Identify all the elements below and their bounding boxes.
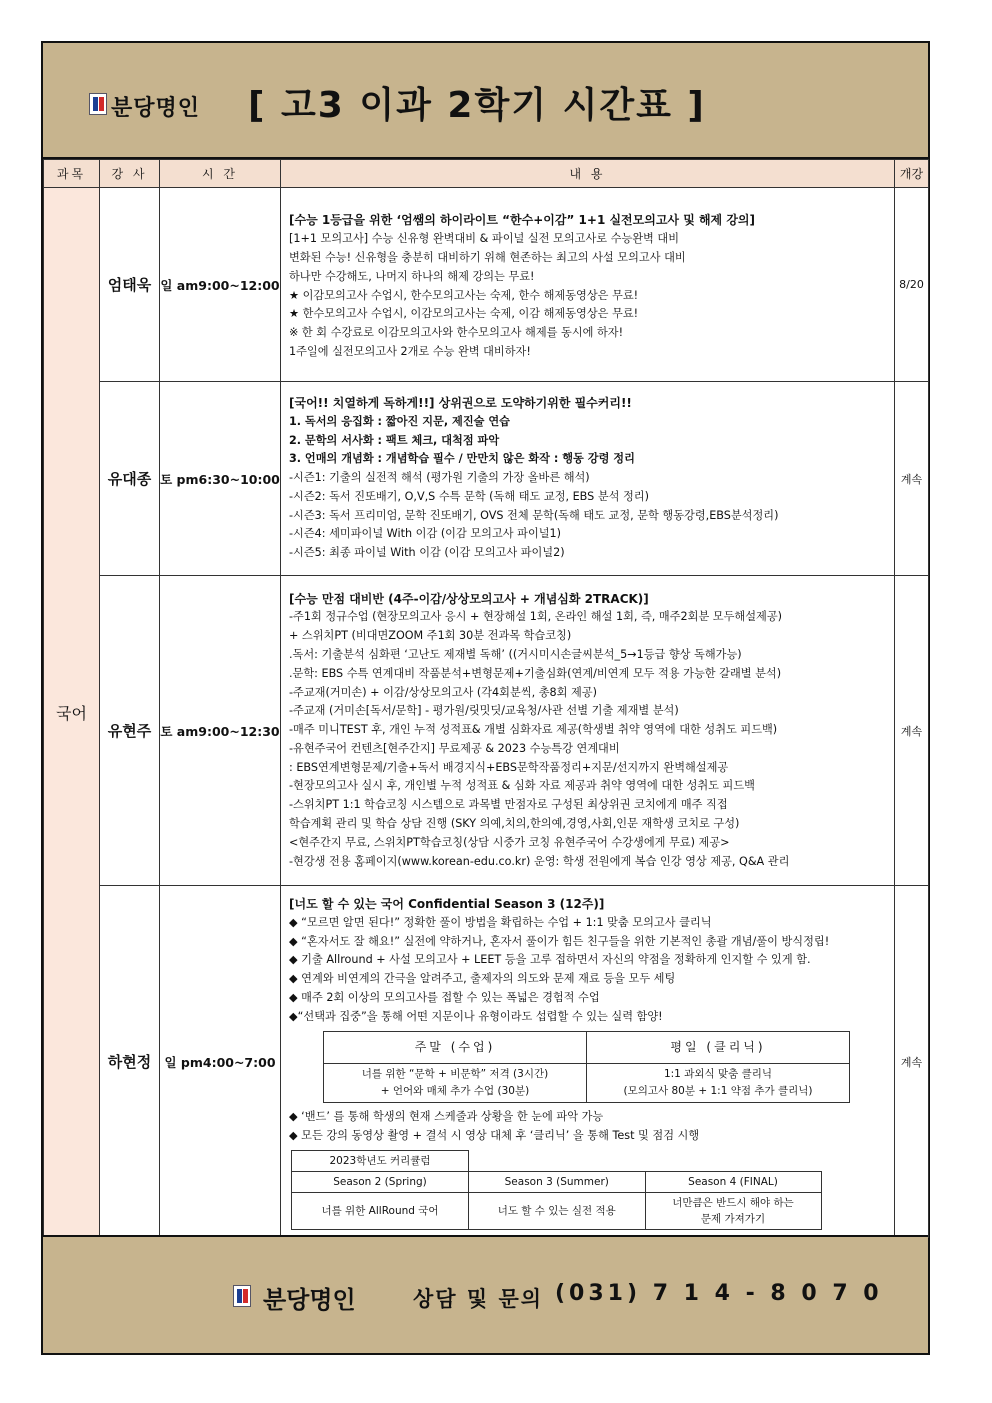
content-cell: [281, 188, 895, 382]
course-title: [수능 1등급을 위한 ‘엄쌤의 하이라이트 “한수+이감” 1+1 실전모의고사 및 해제 강의]: [289, 213, 755, 228]
table-row: [44, 576, 929, 886]
table-row: [44, 188, 929, 382]
season-desc: 너도 할 수 있는 실전 적용: [469, 1193, 646, 1230]
col-open-header: 개강: [895, 160, 929, 188]
teacher-cell: 유대종: [100, 382, 160, 576]
content-line: -시즌2: 독서 진또배기, O,V,S 수특 문학 (독해 태도 교정, EBS 분석 정리): [289, 489, 649, 503]
timetable: [43, 159, 929, 1238]
content-cell: [281, 576, 895, 886]
season-label: Season 2 (Spring): [292, 1172, 469, 1193]
col-teacher-header: 강 사: [100, 160, 160, 188]
content-line: 1. 독서의 응집화 : 짧아진 지문, 제진술 연습: [289, 414, 510, 428]
content-line: ◆ 연계와 비연계의 간극을 알려주고, 출제자의 의도와 문제 재료 등을 모두 세팅: [289, 972, 676, 986]
footer-banner: [43, 1235, 928, 1353]
content-line: .문학: EBS 수특 연계대비 작품분석+변형문제+기출심화(연계/비연계 모두 적용 가능한 갈래별 분석): [289, 666, 782, 680]
content-line: -시즌1: 기출의 실전적 해석 (평가원 기출의 가장 올바른 해석): [289, 471, 590, 485]
footer-phone: (031) 7 1 4 - 8 0 7 0: [555, 1281, 883, 1306]
content-line: -시즌4: 세미파이널 With 이감 (이감 모의고사 파이널1): [289, 527, 562, 541]
content-line: 2. 문학의 서사화 : 팩트 체크, 대척점 파악: [289, 433, 500, 447]
content-line: <현주간지 무료, 스위치PT학습코칭(상담 시중가 코칭 유현주국어 수강생에게 무료) 제공>: [289, 835, 730, 849]
content-line: -시즌5: 최종 파이널 With 이감 (이감 모의고사 파이널2): [289, 546, 565, 560]
open-date-cell: 계속: [895, 886, 929, 1238]
content-line: : EBS연계변형문제/기출+독서 배경지식+EBS문학작품정리+지문/선지까지 완벽해설제공: [289, 760, 729, 774]
open-date-cell: 8/20: [895, 188, 929, 382]
content-line: ◆ 매주 2회 이상의 모의고사를 접할 수 있는 폭넓은 경험적 수업: [289, 990, 600, 1004]
header-banner: [43, 43, 928, 159]
content-line: ◆ ‘밴드’ 를 통해 학생의 현재 스케줄과 상황을 한 눈에 파악 가능: [289, 1110, 604, 1124]
page-title: [ 고3 이과 2학기 시간표 ]: [248, 85, 706, 126]
content-line: ◆ 기출 Allround + 사설 모의고사 + LEET 등을 고루 접하면서 자신의 약점을 정확하게 인지할 수 있게 함.: [289, 953, 811, 967]
weekend-header: 주말 (수업): [324, 1032, 587, 1064]
brand-logo-icon: [89, 93, 107, 115]
weekend-line: + 언어와 매체 추가 수업 (30분): [380, 1085, 530, 1098]
table-row: [44, 886, 929, 1238]
content-line: 3. 언매의 개념화 : 개념학습 필수 / 만만치 않은 화작 : 행동 강령 정리: [289, 452, 635, 466]
content-line: ◆ “혼자서도 잘 해요!” 실전에 약하거나, 혼자서 풀이가 힘든 친구들을 위한 기본적인 총괄 개념/풀이 방식정립!: [289, 934, 830, 948]
footer-contact-label: 상담 및 문의: [413, 1287, 544, 1311]
content-line: ◆ “모르면 알면 된다!” 정확한 풀이 방법을 확립하는 수업 + 1:1 맞춤 모의고사 클리닉: [289, 915, 712, 929]
curriculum-title: 2023학년도 커리큘럼: [292, 1151, 469, 1172]
content-line: -주1회 정규수업 (현장모의고사 응시 + 현장해설 1회, 온라인 해설 1회, 즉, 매주2회분 모두해설제공): [289, 610, 783, 624]
weekend-line: 너를 위한 “문학 + 비문학” 저격 (3시간): [361, 1068, 549, 1081]
table-row: [44, 382, 929, 576]
class-schedule-table: [323, 1031, 850, 1103]
brand-name: 분당명인: [111, 96, 201, 121]
content-line: 1주일에 실전모의고사 2개로 수능 완벽 대비하자!: [289, 344, 531, 358]
content-line: 변화된 수능! 신유형을 충분히 대비하기 위해 현존하는 최고의 사설 모의고사 대비: [289, 250, 686, 264]
course-title: [국어!! 치열하게 독하게!!] 상위권으로 도약하기위한 필수커리!!: [289, 395, 632, 410]
col-subject-header: 과목: [44, 160, 100, 188]
season-label: Season 3 (Summer): [469, 1172, 646, 1193]
course-title: [너도 할 수 있는 국어 Confidential Season 3 (12주)]: [289, 896, 605, 911]
col-content-header: 내 용: [281, 160, 895, 188]
teacher-cell: 하현정: [100, 886, 160, 1238]
open-date-cell: 계속: [895, 576, 929, 886]
content-line: .독서: 기출분석 심화편 ‘고난도 제재별 독해’ ((거시미시손글씨분석_5→1등급 향상 독해가능): [289, 647, 742, 661]
teacher-cell: 엄태욱: [100, 188, 160, 382]
season-desc: 너를 위한 AllRound 국어: [292, 1193, 469, 1230]
course-title: [수능 만점 대비반 (4주-이감/상상모의고사 + 개념심화 2TRACK)]: [289, 591, 649, 606]
weekend-desc: [324, 1064, 587, 1103]
content-line: -매주 미니TEST 후, 개인 누적 성적표& 개별 심화자료 제공(학생별 취약 영역에 대한 성취도 피드백): [289, 723, 778, 737]
content-line: ◆“선택과 집중”을 통해 어떤 지문이나 유형이라도 섭렵할 수 있는 실력 함양!: [289, 1009, 663, 1023]
col-time-header: 시 간: [160, 160, 281, 188]
content-line: ★ 이감모의고사 수업시, 한수모의고사는 숙제, 한수 해제동영상은 무료!: [289, 288, 639, 302]
content-line: + 스위치PT (비대면ZOOM 주1회 30분 전과목 학습코칭): [289, 629, 572, 643]
table-header-row: [44, 160, 929, 188]
content-line: 하나만 수강해도, 나머지 하나의 해제 강의는 무료!: [289, 269, 535, 283]
timetable-frame: [41, 41, 930, 1355]
time-cell: 토 am9:00~12:30: [160, 576, 281, 886]
content-line: -시즌3: 독서 프리미엄, 문학 진또배기, OVS 전체 문학(독해 태도 교정, 문학 행동강령,EBS분석정리): [289, 508, 779, 522]
content-line: ★ 한수모의고사 수업시, 이감모의고사는 숙제, 이감 해제동영상은 무료!: [289, 307, 639, 321]
weekday-header: 평일 (클리닉): [587, 1032, 850, 1064]
content-line: -유현주국어 컨텐츠[현주간지] 무료제공 & 2023 수능특강 연계대비: [289, 741, 620, 755]
time-cell: 일 am9:00~12:00: [160, 188, 281, 382]
content-line: -주교재 (거미손[독서/문학] - 평가원/릿밋딧/교육청/사관 선별 기출 제재별 분석): [289, 704, 679, 718]
content-line: -현장모의고사 실시 후, 개인별 누적 성적표 & 심화 자료 제공과 취약 영역에 대한 성취도 피드백: [289, 779, 755, 793]
teacher-cell: 유현주: [100, 576, 160, 886]
brand-logo-icon: [233, 1285, 251, 1307]
time-cell: 일 pm4:00~7:00: [160, 886, 281, 1238]
content-line: -주교재(거미손) + 이감/상상모의고사 (각4회분씩, 총8회 제공): [289, 685, 597, 699]
season-desc: 너만큼은 반드시 해야 하는 문제 가져가기: [645, 1193, 821, 1230]
footer-brand: 분당명인: [263, 1286, 356, 1314]
content-cell: [281, 886, 895, 1238]
weekday-line: (모의고사 80분 + 1:1 약점 추가 클리닉): [623, 1085, 813, 1098]
content-cell: [281, 382, 895, 576]
time-cell: 토 pm6:30~10:00: [160, 382, 281, 576]
content-line: ◆ 모든 강의 동영상 촬영 + 결석 시 영상 대체 후 ‘클리닉’ 을 통해 Test 및 점검 시행: [289, 1129, 700, 1143]
content-line: ※ 한 회 수강료로 이감모의고사와 한수모의고사 해제를 동시에 하자!: [289, 326, 624, 340]
weekday-line: 1:1 과외식 맞춤 클리닉: [663, 1068, 773, 1081]
content-line: 학습계획 관리 및 학습 상담 진행 (SKY 의예,치의,한의예,경영,사회,인문 재학생 코치로 구성): [289, 817, 740, 831]
subject-cell: 국어: [44, 188, 100, 1238]
content-line: -현강생 전용 홈페이지(www.korean-edu.co.kr) 운영: 학생 전원에게 복습 인강 영상 제공, Q&A 관리: [289, 854, 790, 868]
weekday-desc: [587, 1064, 850, 1103]
season-label: Season 4 (FINAL): [645, 1172, 821, 1193]
curriculum-table: [291, 1150, 822, 1230]
content-line: [1+1 모의고사] 수능 신유형 완벽대비 & 파이널 실전 모의고사로 수능완벽 대비: [289, 232, 680, 246]
open-date-cell: 계속: [895, 382, 929, 576]
content-line: -스위치PT 1:1 학습코칭 시스템으로 과목별 만점자로 구성된 최상위권 코치에게 매주 직접: [289, 798, 728, 812]
